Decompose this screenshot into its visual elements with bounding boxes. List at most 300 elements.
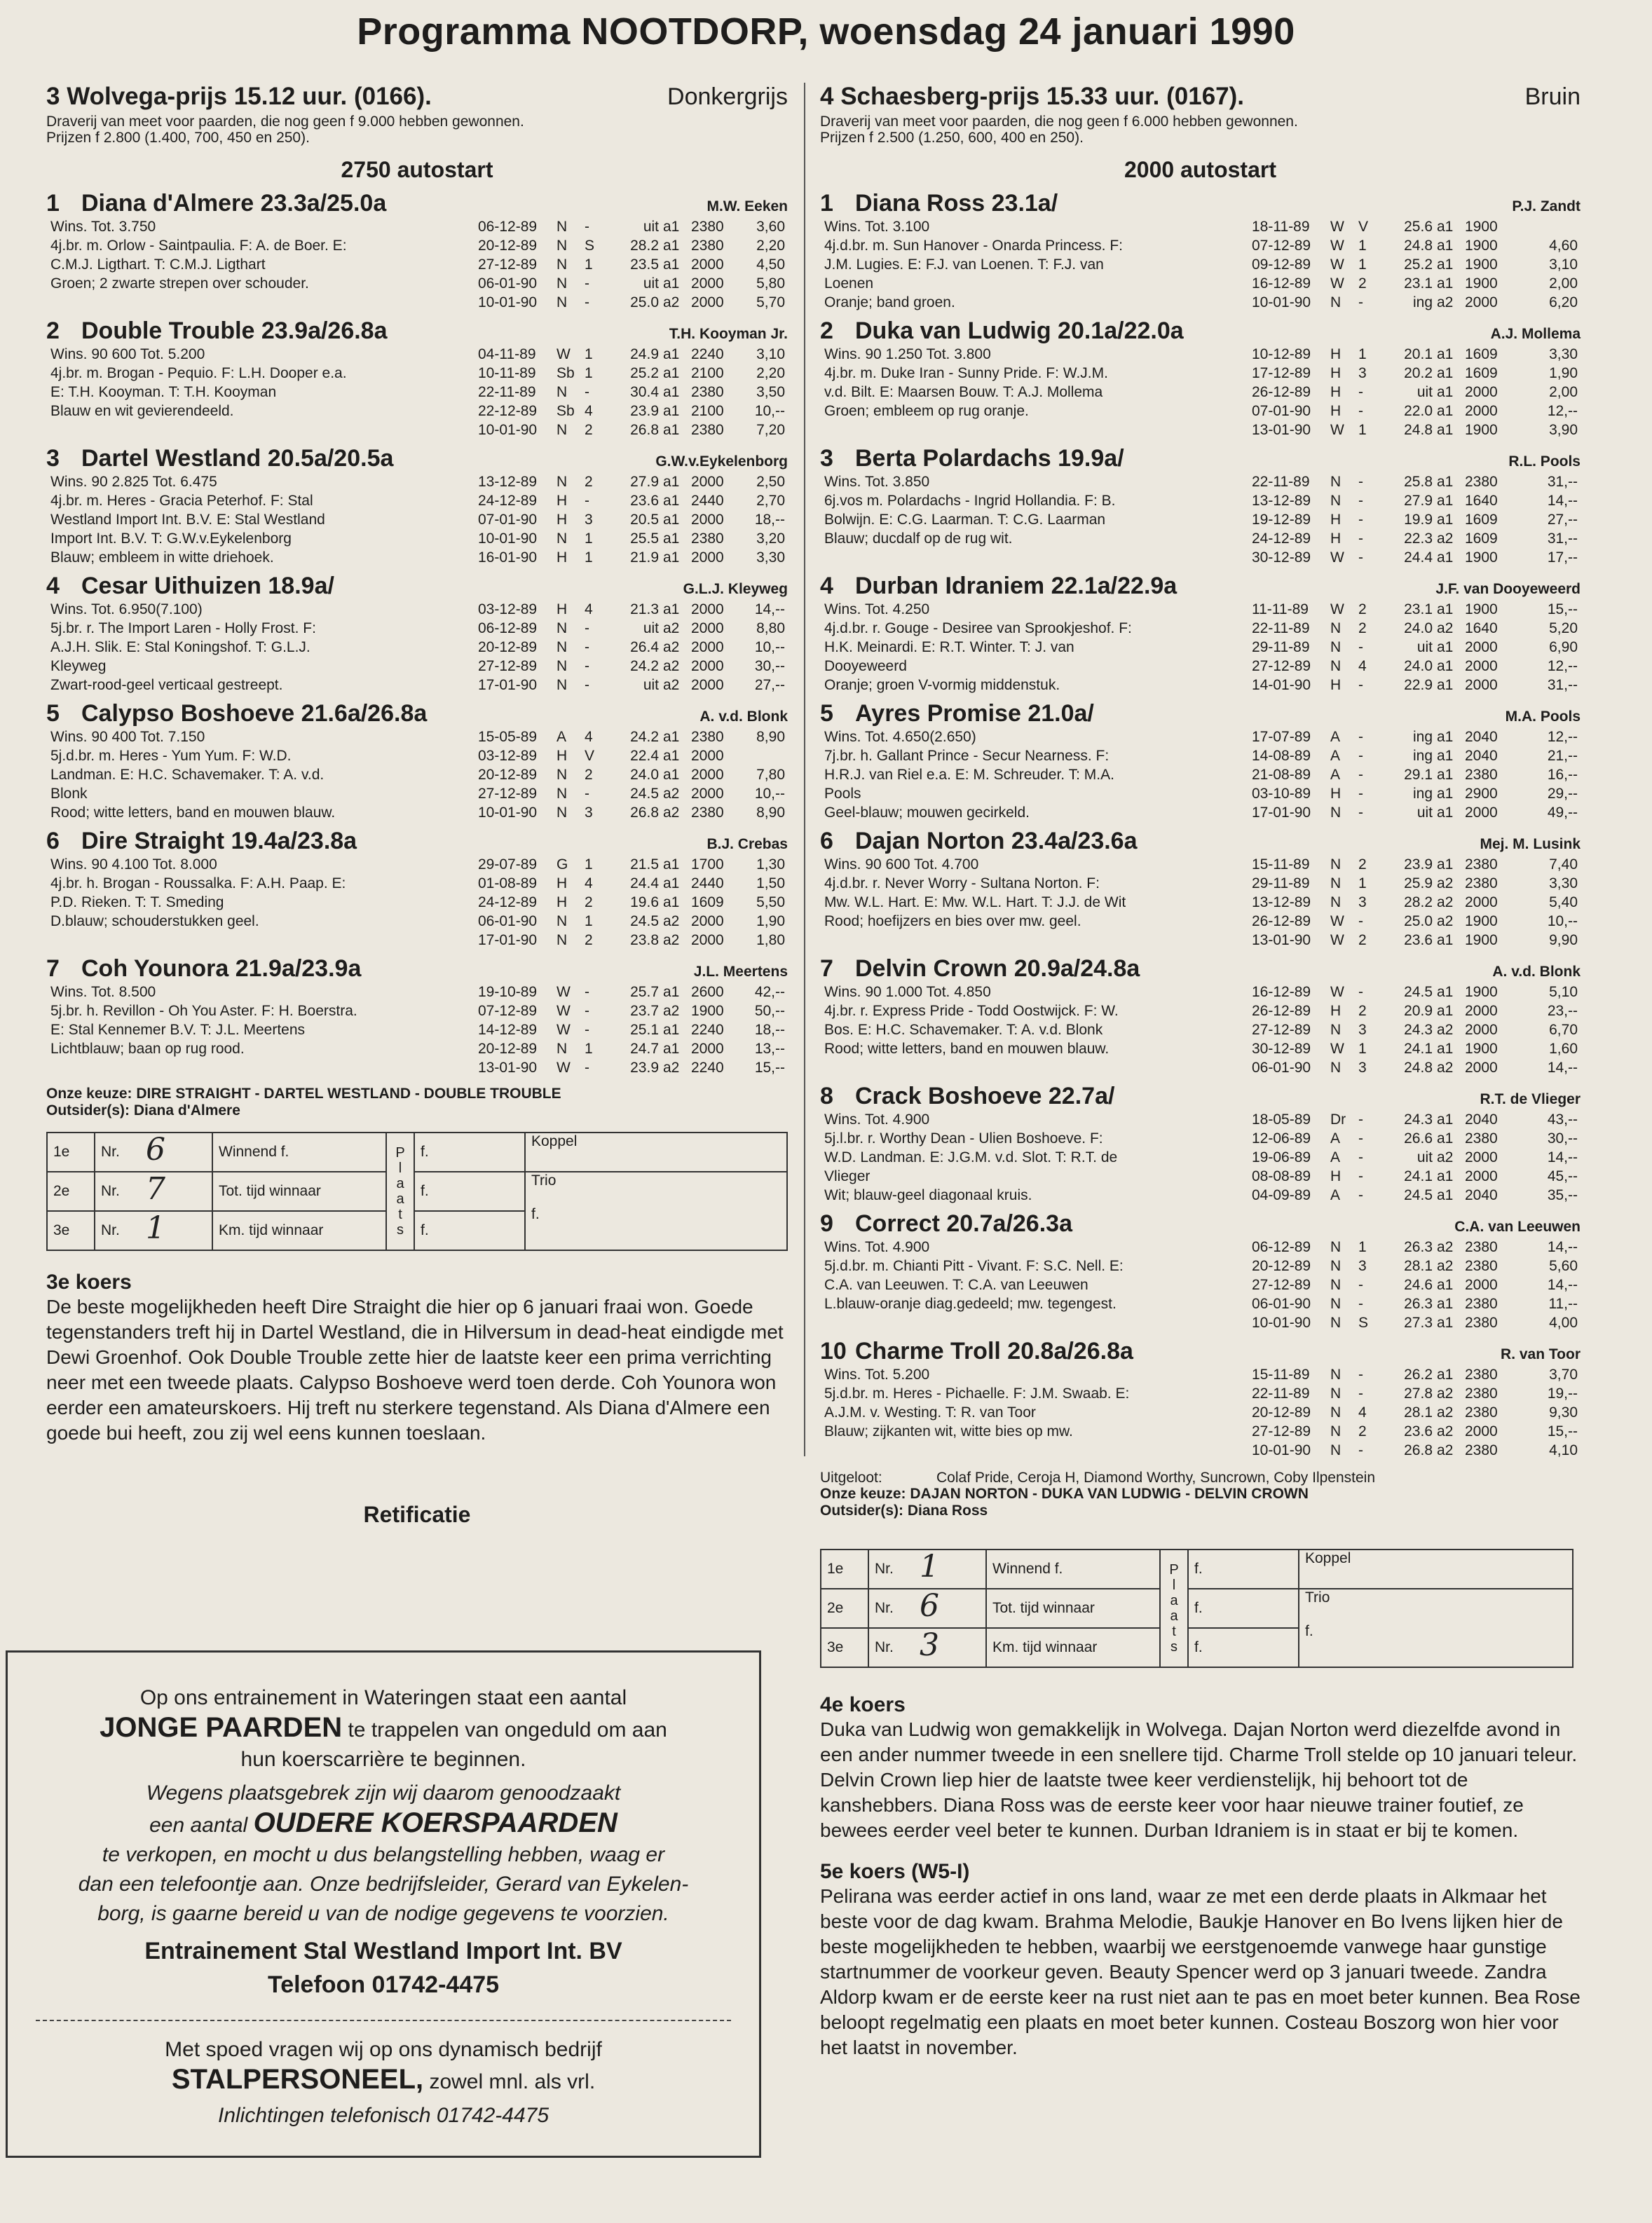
result-cell: 2000 (691, 549, 724, 566)
handwritten-number: 3 (920, 1627, 939, 1663)
horse-name-line (820, 700, 1094, 727)
horse-entry (820, 1210, 1581, 1332)
result-cell: 16,-- (1547, 767, 1578, 783)
result-cell: 45,-- (1547, 1168, 1578, 1184)
result-cell: 23,-- (1547, 1003, 1578, 1019)
result-row (1252, 803, 1581, 822)
horse-info-line: Bolwijn. E: C.G. Laarman. T: C.G. Laarman (824, 512, 1106, 528)
result-cell: 27-12-89 (478, 786, 538, 802)
result-cell: 2040 (1465, 1112, 1498, 1128)
result-cell: 24.4 (1404, 549, 1433, 566)
result-cell: ing (1412, 294, 1433, 310)
result-cell: N (1330, 294, 1342, 310)
result-cell: 3 (1358, 365, 1367, 381)
result-cell: 4 (1358, 1404, 1367, 1421)
horse-body (820, 1238, 1581, 1332)
result-cell: 1,90 (1549, 365, 1578, 381)
result-cell: 2000 (691, 294, 724, 310)
result-row (1252, 345, 1581, 364)
plaats-value[interactable]: f. (414, 1211, 525, 1250)
ad-company: Entrainement Stal Westland Import Int. BV (144, 1938, 622, 1964)
horse-trainer: A.J. Mollema (1490, 326, 1581, 342)
result-cell: a2 (1437, 913, 1454, 929)
plaats-letter: t (1172, 1624, 1176, 1639)
start-distance: 2000 autostart (1124, 157, 1276, 182)
result-cell: 27-12-89 (1252, 1277, 1311, 1293)
result-cell: 26.2 (1404, 1367, 1433, 1383)
result-cell: 15,-- (1547, 1423, 1578, 1439)
result-cell: 10-12-89 (1252, 346, 1311, 362)
result-cell: 26.8 (630, 422, 659, 438)
result-cell: 2100 (691, 365, 724, 381)
result-cell: uit (1417, 805, 1433, 821)
result-cell: 14-12-89 (478, 1022, 538, 1038)
result-cell: 27.3 (1404, 1315, 1433, 1331)
ad-line: hun koerscarrière te beginnen. (240, 1748, 526, 1771)
horse-info-line: Blauw; ducdalf op de rug wit. (824, 531, 1013, 547)
handwritten-number: 7 (146, 1171, 165, 1207)
horse-results (478, 345, 788, 439)
nr-label: Nr. (875, 1639, 894, 1655)
result-label: Km. tijd winnaar (212, 1211, 386, 1250)
result-cell: a2 (1437, 1258, 1454, 1274)
result-cell: 1900 (1465, 1041, 1498, 1057)
result-row (1252, 912, 1581, 931)
horse-name-line (820, 1338, 1133, 1365)
result-cell: a1 (1437, 1315, 1454, 1331)
horse-entry (820, 1083, 1581, 1205)
horse-header (820, 1210, 1581, 1238)
result-row (1252, 765, 1581, 784)
horse-entry (820, 700, 1581, 822)
nr-label: Nr. (875, 1600, 894, 1616)
result-table-row (821, 1589, 1573, 1628)
result-cell: N (1330, 1277, 1342, 1293)
race-header (46, 83, 788, 114)
result-cell: 24.0 (1404, 658, 1433, 674)
result-cell: 2 (1358, 275, 1367, 292)
plaats-value[interactable]: f. (414, 1172, 525, 1211)
our-choice (46, 1086, 788, 1102)
result-cell: - (1358, 1296, 1363, 1312)
result-cell: 1 (585, 913, 593, 929)
nr-cell[interactable] (95, 1133, 212, 1172)
result-cell: 2380 (691, 531, 724, 547)
result-cell: 2380 (1465, 1386, 1498, 1402)
result-cell: N (557, 474, 568, 490)
result-cell: 26.6 (1404, 1130, 1433, 1147)
race-color: Bruin (1524, 83, 1581, 110)
trio-cell[interactable] (1299, 1589, 1573, 1667)
result-cell: 2000 (1465, 1149, 1498, 1165)
nr-label: Nr. (101, 1144, 120, 1160)
horse-info (820, 600, 1252, 695)
result-cell: N (1330, 894, 1342, 910)
horse-header (46, 445, 788, 472)
result-cell: a1 (1437, 422, 1454, 438)
result-cell: 27.9 (1404, 493, 1433, 509)
result-cell: 20.9 (1404, 1003, 1433, 1019)
result-cell: H (557, 493, 568, 509)
result-cell: 23.6 (1404, 1423, 1433, 1439)
result-cell: a2 (1437, 1404, 1454, 1421)
result-row (1252, 746, 1581, 765)
result-cell: N (1330, 1367, 1342, 1383)
horse-header (820, 190, 1581, 217)
result-label: Tot. tijd winnaar (986, 1589, 1160, 1628)
result-cell: 4 (1358, 658, 1367, 674)
result-cell: 22-11-89 (1252, 620, 1310, 636)
horse-results (478, 472, 788, 567)
result-cell: N (557, 805, 568, 821)
horse-results (1252, 217, 1581, 312)
result-cell: 2000 (1465, 805, 1498, 821)
result-cell: a1 (1437, 275, 1454, 292)
result-row (1252, 1257, 1581, 1275)
our-choice (820, 1486, 1581, 1503)
result-row (1252, 1129, 1581, 1148)
horse-info (46, 217, 478, 312)
plaats-value[interactable]: f. (1188, 1550, 1299, 1589)
ad-line: te trappelen van ongeduld om aan (342, 1718, 667, 1742)
choice-label: Onze keuze: (820, 1486, 906, 1502)
horse-info-line: E: Stal Kennemer B.V. T: J.L. Meertens (50, 1022, 306, 1038)
result-cell: - (1358, 512, 1363, 528)
result-cell: 2,50 (756, 474, 785, 490)
result-cell: 22-11-89 (1252, 474, 1310, 490)
result-cell: - (1358, 786, 1363, 802)
koers3-text: De beste mogelijkheden heeft Dire Straight die hier op 6 januari fraai won. Goede tegenstanders treft hij in Dartel Westland, die in Hilversum in dead-heat eindigde met Dewi Groenhof. Ook Double Trouble zette hier de laatste keer een prima verrichting neer met een tweede plaats. Calypso Boshoeve werd toen derde. Coh Younora won eerder een amateurskoers. Hij treft nu sterkere tegenstand. Als Diana d'Almere een goede bui heeft, zou zij wel eens kunnen toeslaan. (46, 1296, 784, 1444)
result-cell: 1 (1358, 1041, 1367, 1057)
result-cell: 14-01-90 (1252, 677, 1311, 693)
koers4-text: Duka van Ludwig won gemakkelijk in Wolvega. Dajan Norton werd diezelfde avond in een ander nummer tweede in een snellere tijd. Charme Troll stelde op 10 januari teleur. Delvin Crown liep hier de laatste twee keer verdienstelijk, hij behoort tot de kanshebbers. Diana Ross was de eerste keer voor haar nieuwe trainer foutief, ze bewees eerder veel beter te kunnen. Durban Idraniem is in staat er bij te komen. (820, 1718, 1578, 1841)
result-cell: 6,70 (1549, 1022, 1578, 1038)
result-cell: 2,20 (756, 238, 785, 254)
result-cell: 2000 (691, 639, 724, 655)
result-cell: 2000 (691, 677, 724, 693)
horse-info (820, 1110, 1252, 1205)
result-cell: W (557, 1022, 571, 1038)
result-cell: 3,60 (756, 219, 785, 235)
trio-cell[interactable] (525, 1172, 787, 1250)
horse-trainer: P.J. Zandt (1512, 198, 1581, 214)
result-cell: 2000 (1465, 658, 1498, 674)
result-row (1252, 402, 1581, 420)
result-cell: 28.2 (630, 238, 659, 254)
result-cell: N (1330, 1423, 1342, 1439)
horse-header (46, 573, 788, 600)
withdrawn-label: Uitgeloot: (820, 1470, 882, 1486)
result-cell: 22-12-89 (478, 403, 538, 419)
koppel-cell[interactable] (525, 1133, 787, 1172)
result-cell: N (1330, 1022, 1342, 1038)
plaats-value[interactable]: f. (1188, 1589, 1299, 1628)
result-cell: 2000 (1465, 1277, 1498, 1293)
result-cell: 19-06-89 (1252, 1149, 1311, 1165)
horse-trainer: G.L.J. Kleyweg (683, 581, 788, 597)
result-cell: 1900 (1465, 932, 1498, 948)
result-cell: 30,-- (1547, 1130, 1578, 1147)
horse-entry (820, 190, 1581, 312)
horse-info-line: Wins. 90 1.250 Tot. 3.800 (824, 346, 991, 362)
result-cell: 20.1 (1404, 346, 1433, 362)
result-cell: 1900 (1465, 422, 1498, 438)
result-cell: 15,-- (1547, 601, 1578, 617)
result-cell: 29-07-89 (478, 856, 538, 873)
result-cell: 13,-- (754, 1041, 785, 1057)
result-cell: 21-08-89 (1252, 767, 1311, 783)
result-cell: 1900 (1465, 549, 1498, 566)
result-cell: 24.3 (1404, 1022, 1433, 1038)
result-cell: 4,10 (1549, 1442, 1578, 1458)
plaats-value[interactable]: f. (414, 1133, 525, 1172)
result-cell: 1 (1358, 238, 1367, 254)
result-cell: W (1330, 256, 1344, 273)
ad-line: zowel mnl. als vrl. (423, 2070, 596, 2093)
result-cell: W (1330, 238, 1344, 254)
result-row (1252, 364, 1581, 383)
result-cell: 24.8 (1404, 422, 1433, 438)
result-cell: H (1330, 531, 1342, 547)
result-cell: 1 (1358, 256, 1367, 273)
result-cell: H (1330, 403, 1342, 419)
result-cell: 24.5 (1404, 1187, 1433, 1203)
horse-list (820, 190, 1581, 1460)
result-cell: 30.4 (630, 384, 659, 400)
result-cell: S (585, 238, 595, 254)
result-cell: 2 (585, 422, 593, 438)
result-cell: - (585, 658, 589, 674)
result-cell: 2380 (1465, 875, 1498, 891)
result-cell: ing (1412, 729, 1433, 745)
result-row (1252, 1365, 1581, 1384)
result-cell: N (1330, 1239, 1342, 1255)
result-cell: a2 (1437, 1022, 1454, 1038)
result-row (478, 912, 788, 931)
result-cell: 1 (585, 256, 593, 273)
horse-name-line (820, 1210, 1072, 1238)
result-label: Tot. tijd winnaar (212, 1172, 386, 1211)
result-cell: 2000 (691, 932, 724, 948)
horse-name: Ayres Promise 21.0a/ (855, 700, 1094, 727)
horse-info (46, 983, 478, 1077)
result-cell: 3,10 (1549, 256, 1578, 273)
nr-cell[interactable] (95, 1211, 212, 1250)
horse-info-line: Wins. 90 1.000 Tot. 4.850 (824, 984, 991, 1000)
result-row (1252, 1001, 1581, 1020)
result-cell: - (1358, 805, 1363, 821)
result-cell: 2380 (1465, 474, 1498, 490)
nr-cell[interactable] (868, 1550, 986, 1589)
result-cell: - (585, 984, 589, 1000)
result-cell: 04-09-89 (1252, 1187, 1311, 1203)
plaats-value[interactable]: f. (1188, 1628, 1299, 1667)
result-cell: 6,20 (1549, 294, 1578, 310)
result-row (478, 803, 788, 822)
result-cell: 09-12-89 (1252, 256, 1311, 273)
horse-entry (820, 573, 1581, 695)
result-cell: 2000 (691, 748, 724, 764)
result-cell: 2,00 (1549, 384, 1578, 400)
result-cell: 2380 (691, 384, 724, 400)
result-cell: 2 (585, 932, 593, 948)
result-cell: 10-01-90 (1252, 1442, 1311, 1458)
horse-number: 8 (820, 1083, 833, 1109)
result-cell: a1 (663, 365, 680, 381)
horse-results (1252, 1110, 1581, 1205)
result-cell: 4,50 (756, 256, 785, 273)
result-row (1252, 983, 1581, 1001)
place-label: 1e (821, 1550, 868, 1589)
result-cell: 16-12-89 (1252, 275, 1311, 292)
result-cell: - (1358, 549, 1363, 566)
trio-value: f. (1305, 1623, 1313, 1639)
horse-name: Charme Troll 20.8a/26.8a (855, 1338, 1133, 1364)
handwritten-number: 6 (146, 1132, 165, 1168)
horse-name-line (820, 1083, 1114, 1110)
result-cell: 23.6 (1404, 932, 1433, 948)
horse-info-line: J.M. Lugies. E: F.J. van Loenen. T: F.J. van (824, 256, 1104, 273)
horse-info-line: Mw. W.L. Hart. E: Mw. W.L. Hart. T: J.J. de Wit (824, 894, 1126, 910)
result-cell: 27-12-89 (1252, 658, 1311, 674)
horse-name-line (820, 573, 1177, 600)
result-cell: 3,30 (1549, 346, 1578, 362)
koppel-cell[interactable] (1299, 1550, 1573, 1589)
result-cell: 2 (585, 474, 593, 490)
result-cell: - (1358, 748, 1363, 764)
result-row (1252, 472, 1581, 491)
withdrawn-value: Colaf Pride, Ceroja H, Diamond Worthy, Suncrown, Coby Ilpenstein (936, 1470, 1376, 1486)
result-cell: 03-10-89 (1252, 786, 1311, 802)
result-row (1252, 855, 1581, 874)
result-cell: 25.5 (630, 531, 659, 547)
result-cell: 2 (585, 894, 593, 910)
result-cell: 10-01-90 (478, 422, 538, 438)
plaats-letter: a (396, 1191, 404, 1207)
result-cell: - (1358, 384, 1363, 400)
result-cell: W (1330, 549, 1344, 566)
horse-info-line: 4j.br. r. Express Pride - Todd Oostwijck. F: W. (824, 1003, 1119, 1019)
horse-info (820, 1365, 1252, 1460)
result-cell: - (1358, 1367, 1363, 1383)
horse-name: Diana Ross 23.1a/ (855, 190, 1058, 217)
outsider-label: Outsider(s): (46, 1102, 130, 1119)
horse-header (46, 190, 788, 217)
result-cell: H (557, 875, 568, 891)
result-cell: ing (1412, 786, 1433, 802)
result-cell: 2380 (1465, 1258, 1498, 1274)
result-cell: 3,10 (756, 346, 785, 362)
horse-entry (820, 828, 1581, 950)
result-table (820, 1549, 1574, 1668)
result-cell: A (557, 729, 567, 745)
result-table-row (47, 1172, 787, 1211)
result-cell: 2000 (691, 913, 724, 929)
horse-info-line: Oranje; groen V-vormig middenstuk. (824, 677, 1060, 693)
nr-cell[interactable] (868, 1628, 986, 1667)
horse-header (820, 1338, 1581, 1365)
choice-value: DAJAN NORTON - DUKA VAN LUDWIG - DELVIN CROWN (910, 1486, 1309, 1502)
result-cell (1518, 217, 1581, 236)
plaats-letter: a (1170, 1608, 1178, 1624)
result-row (1252, 1186, 1581, 1205)
result-cell: 2000 (1465, 1003, 1498, 1019)
horse-results (1252, 472, 1581, 567)
nr-cell[interactable] (95, 1172, 212, 1211)
result-cell: 14,-- (1547, 1277, 1578, 1293)
result-cell: 2000 (1465, 403, 1498, 419)
result-table-row (47, 1133, 787, 1172)
result-cell: 26-12-89 (1252, 913, 1311, 929)
result-cell: 10-01-90 (478, 531, 538, 547)
result-row (1252, 676, 1581, 695)
result-cell: 25.6 (1404, 219, 1433, 235)
result-cell: N (557, 639, 568, 655)
result-cell: a2 (1437, 875, 1454, 891)
result-cell: W (1330, 422, 1344, 438)
result-row (478, 1020, 788, 1039)
horse-header (820, 700, 1581, 727)
result-cell: 2 (1358, 620, 1367, 636)
result-cell: 1 (1358, 875, 1367, 891)
result-cell: 2380 (1465, 1315, 1498, 1331)
result-row (1252, 1422, 1581, 1441)
result-cell: - (1358, 474, 1363, 490)
result-cell: a2 (663, 786, 680, 802)
choice-value: DIRE STRAIGHT - DARTEL WESTLAND - DOUBLE TROUBLE (136, 1086, 561, 1102)
result-cell: 1,30 (756, 856, 785, 873)
horse-trainer: T.H. Kooyman Jr. (669, 326, 788, 342)
horse-trainer: R. van Toor (1501, 1346, 1581, 1362)
result-cell: 21.9 (630, 549, 659, 566)
result-cell: 3 (1358, 1258, 1367, 1274)
result-row (478, 510, 788, 529)
result-cell: 2440 (691, 875, 724, 891)
result-cell: a1 (1437, 748, 1454, 764)
koppel-label: Koppel (531, 1133, 578, 1149)
horse-info-line: v.d. Bilt. E: Maarsen Bouw. T: A.J. Mollema (824, 384, 1103, 400)
result-cell: W (557, 1060, 571, 1076)
horse-body (820, 1110, 1581, 1205)
horse-info-line: Blonk (50, 786, 88, 802)
result-cell: 18-11-89 (1252, 219, 1310, 235)
result-cell: 2000 (691, 786, 724, 802)
horse-name: Crack Boshoeve 22.7a/ (855, 1083, 1115, 1109)
handwritten-number: 1 (146, 1210, 165, 1246)
result-cell: N (557, 531, 568, 547)
result-cell: A (1330, 1187, 1341, 1203)
result-cell: a1 (1437, 805, 1454, 821)
horse-info-line: 4j.br. h. Brogan - Roussalka. F: A.H. Paap. E: (50, 875, 346, 891)
result-cell: 2380 (691, 219, 724, 235)
result-row (478, 638, 788, 657)
result-cell: 2380 (1465, 1296, 1498, 1312)
koers5-text: Pelirana was eerder actief in ons land, waar ze met een derde plaats in Alkmaar het beste voor de dag kwam. Brahma Melodie, Baukje Hanover en Bo Ivens lijken hier de beste mogelijkheden te hebben, waarbij we eerstgenoemde vanwege haar gunstige startnummer de voorkeur geven. Beauty Spencer werd op 3 januari tweede. Zandra Aldorp kwam er de eerste keer na rust niet aan te pas en moet beter kunnen. Bea Rose beloopt regelmatig een plaats en moet beter kunnen. Costeau Boszorg won hier voor het laatst in november. (820, 1885, 1581, 2058)
result-cell: H (1330, 1168, 1342, 1184)
result-row (1252, 1294, 1581, 1313)
result-cell: 2 (585, 767, 593, 783)
nr-cell[interactable] (868, 1589, 986, 1628)
result-cell: N (557, 767, 568, 783)
result-cell: 1609 (1465, 365, 1498, 381)
result-form (820, 1549, 1581, 1668)
result-row (1252, 1441, 1581, 1460)
horse-info-line: Wins. 90 600 Tot. 5.200 (50, 346, 205, 362)
result-cell: N (557, 384, 568, 400)
result-cell: 24.8 (1404, 1060, 1433, 1076)
result-cell: 20-12-89 (478, 767, 538, 783)
result-cell: A (1330, 1149, 1341, 1165)
